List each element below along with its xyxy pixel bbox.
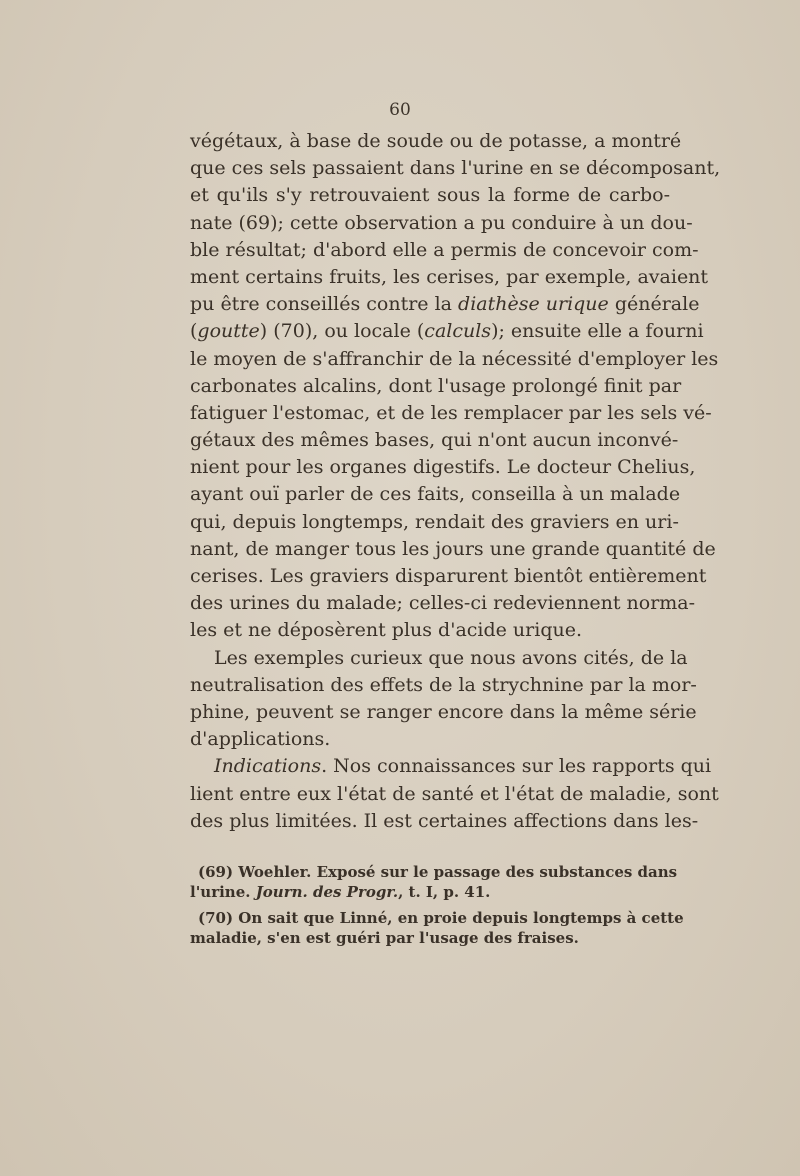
text-line: Les exemples curieux que nous avons cités, de la (214, 646, 688, 669)
text-run: générale (608, 293, 700, 316)
italic-term: Indications (214, 755, 322, 778)
text-line: qui, depuis longtemps, rendait des graviers en uri- (190, 510, 679, 533)
footnote-line: (70) On sait que Linné, en proie depuis longtemps à cette (198, 909, 684, 927)
footnote-line: maladie, s'en est guéri par l'usage des fraises. (190, 929, 579, 947)
text-line: gétaux des mêmes bases, qui n'ont aucun inconvé- (190, 429, 679, 452)
text-line: que ces sels passaient dans l'urine en se décomposant, (190, 157, 721, 180)
italic-term: calculs (424, 320, 492, 343)
footnote-line: (69) Woehler. Exposé sur le passage des substances dans (198, 863, 678, 881)
text-line: fatiguer l'estomac, et de les remplacer par les sels vé- (190, 401, 712, 424)
italic-term: Journ. des Progr. (255, 883, 399, 901)
text-line: le moyen de s'affranchir de la nécessité d'employer les (190, 347, 719, 370)
text-line: nant, de manger tous les jours une grande quantité de (190, 537, 716, 560)
text-line (190, 318, 704, 345)
text-line (190, 291, 700, 318)
text-line: végétaux, à base de soude ou de potasse, a montré (190, 130, 682, 152)
text-line: phine, peuvent se ranger encore dans la même série (190, 700, 697, 723)
text-line: les et ne déposèrent plus d'acide urique. (190, 619, 583, 642)
text-line: lient entre eux l'état de santé et l'état de maladie, sont (190, 782, 719, 805)
text-line: nient pour les organes digestifs. Le docteur Chelius, (190, 456, 696, 479)
footnotes (190, 862, 684, 948)
text-line: d'applications. (190, 728, 331, 751)
text-run: pu être conseillés contre la (190, 293, 459, 316)
text-run: ); ensuite elle a fourni (491, 320, 704, 343)
text-line: nate (69); cette observation a pu conduire à un dou- (190, 211, 693, 234)
italic-term: diathèse urique (458, 293, 609, 316)
text-line: ble résultat; d'abord elle a permis de concevoir com- (190, 238, 699, 261)
text-line: ayant ouï parler de ces faits, conseilla à un malade (190, 483, 681, 506)
text-line: ment certains fruits, les cerises, par exemple, avaient (190, 265, 709, 288)
text-run: l'urine. (190, 883, 256, 901)
text-run: ) (70), ou locale ( (259, 320, 425, 343)
text-line: cerises. Les graviers disparurent bientôt entièrement (190, 565, 707, 587)
body-text (190, 128, 721, 835)
italic-term: goutte (197, 320, 260, 343)
text-line: et qu'ils s'y retrouvaient sous la forme de carbo- (190, 184, 670, 207)
footnote-line (190, 882, 670, 902)
text-line: des urines du malade; celles-ci redeviennent norma- (190, 592, 696, 615)
text-line: carbonates alcalins, dont l'usage prolongé finit par (190, 374, 682, 397)
text-line: neutralisation des effets de la strychnine par la mor- (190, 673, 697, 696)
page-number: 60 (389, 100, 411, 120)
text-run: , t. I, p. 41. (398, 883, 491, 901)
text-line (190, 753, 712, 780)
text-run: . Nos connaissances sur les rapports qui (321, 755, 712, 778)
text-run: ( (190, 320, 198, 343)
text-line: des plus limitées. Il est certaines affections dans les- (190, 809, 699, 832)
